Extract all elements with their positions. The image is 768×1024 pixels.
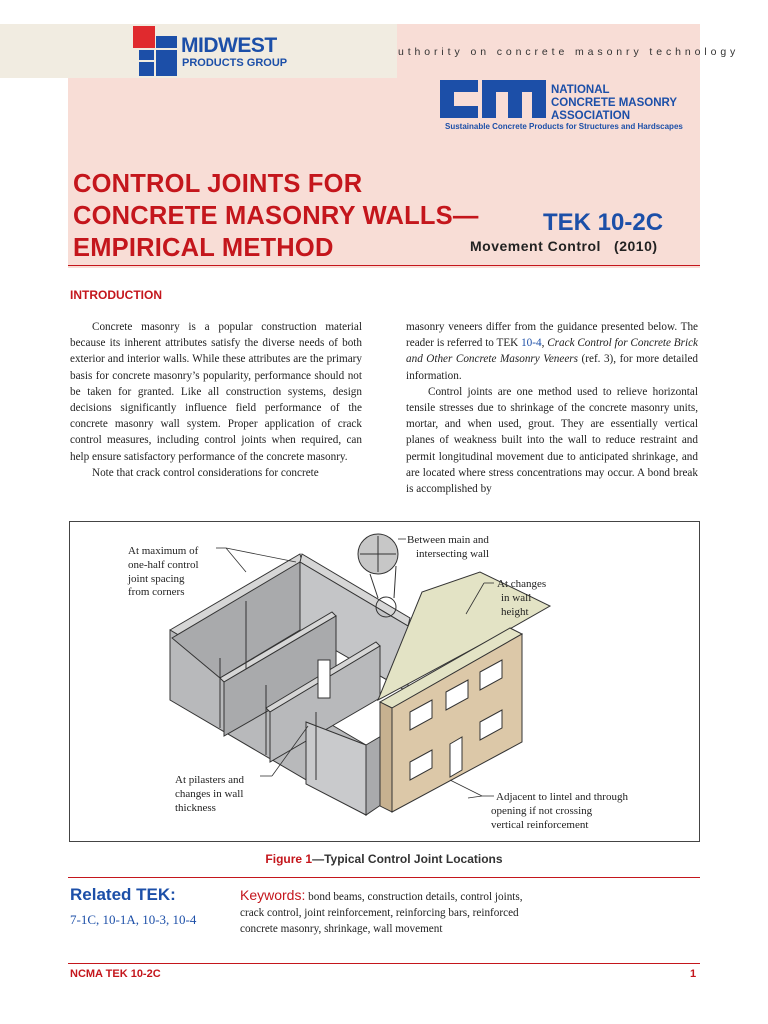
figure-frame (69, 521, 700, 842)
figure-number: Figure 1 (265, 852, 313, 866)
label-pilasters: At pilasters and (175, 774, 245, 786)
label-max-spacing: joint spacing (128, 573, 185, 585)
label-wall-height: At changes (497, 578, 547, 590)
footer-doc-id: NCMA TEK 10-2C (70, 968, 161, 980)
midwest-logo-mark (156, 36, 177, 48)
tagline: uthority on concrete masonry technology (398, 46, 740, 58)
divider (68, 877, 700, 878)
title-line: CONCRETE MASONRY WALLS— (73, 202, 479, 230)
reference-title: Crack Control for Concrete Brick and Other Concrete Masonry Veneers (406, 337, 699, 366)
midwest-logo-mark (133, 26, 155, 48)
ncma-tagline: Sustainable Concrete Products for Structures and Hardscapes (445, 122, 683, 131)
column-right (406, 319, 698, 497)
label-lintel: opening if not crossing (491, 805, 593, 817)
label-max-spacing: from corners (128, 586, 185, 598)
paragraph: Concrete masonry is a popular construction material because its inherent attributes satisfy the diverse needs of both exterior and interior walls. While these attributes are the primary basis for concrete masonry’s popularity, performance should not be taken for granted. Like all construction systems, design decisions significantly influence field performance of the concrete masonry wall system. Proper application of crack control measures, including control joints when required, can help ensure satisfactory performance of the concrete masonry. (70, 321, 362, 463)
control-joint-illustration (70, 522, 699, 841)
ncma-name-line: ASSOCIATION (551, 110, 631, 122)
divider (68, 265, 700, 266)
ncma-name-line: NATIONAL (551, 84, 610, 96)
midwest-logo-mark (156, 50, 177, 76)
keywords-label: Keywords: (240, 887, 306, 903)
midwest-subname: PRODUCTS GROUP (182, 57, 288, 69)
paragraph (406, 319, 698, 384)
label-wall-height: height (501, 606, 529, 618)
footer-divider (68, 963, 700, 964)
label-lintel: vertical reinforcement (491, 819, 589, 831)
text-run: masonry veneers differ from the guidance presented below. The reader is referred to TEK (406, 321, 698, 350)
tek-link[interactable]: 10-4 (521, 337, 542, 350)
tek-number: TEK 10-2C (543, 209, 664, 236)
page-number: 1 (690, 968, 697, 980)
label-intersecting-wall: intersecting wall (416, 548, 490, 560)
section-heading: INTRODUCTION (70, 288, 162, 302)
label-pilasters: thickness (175, 802, 216, 814)
ncma-logo (438, 76, 548, 122)
title-line: EMPIRICAL METHOD (73, 234, 334, 262)
label-pilasters: changes in wall (175, 788, 244, 800)
label-max-spacing: one-half control (128, 559, 199, 571)
keywords (240, 887, 540, 938)
label-intersecting-wall: Between main and (407, 534, 489, 546)
label-max-spacing: At maximum of (128, 545, 199, 557)
figure-caption (0, 852, 768, 866)
midwest-name: MIDWEST (181, 34, 277, 57)
ncma-name (551, 84, 677, 123)
text-run: , (541, 337, 548, 350)
related-tek-heading: Related TEK: (70, 885, 176, 904)
label-wall-height: in wall (501, 592, 532, 604)
keywords-text: bond beams, construction details, control joints, crack control, joint reinforcement, reinforcing bars, reinforced concrete masonry, shrinkage, wall movement (240, 891, 523, 936)
page-title (73, 168, 479, 264)
midwest-logo-mark (139, 62, 154, 76)
label-lintel: Adjacent to lintel and through (496, 791, 628, 803)
tek-subtitle: Movement Control (2010) (470, 238, 658, 254)
text-run: (ref. 3), for more detailed information. (406, 353, 699, 382)
column-left (70, 319, 362, 481)
midwest-logo-mark (139, 50, 154, 60)
paragraph: Note that crack control considerations for concrete (92, 466, 319, 479)
ncma-name-line: CONCRETE MASONRY (551, 97, 678, 109)
paragraph: Control joints are one method used to relieve horizontal tensile stresses due to shrinkage of the concrete masonry units, mortar, and when used, grout. They are essentially vertical planes of weakness built into the wall to reduce restraint and permit longitudinal movement due to anticipated shrinkage, and are located where stress concentrations may occur. A bond break is accomplished by (406, 385, 698, 496)
title-line: CONTROL JOINTS FOR (73, 170, 363, 198)
related-tek-list[interactable]: 7-1C, 10-1A, 10-3, 10-4 (70, 912, 197, 927)
figure-caption-text: —Typical Control Joint Locations (312, 852, 503, 866)
